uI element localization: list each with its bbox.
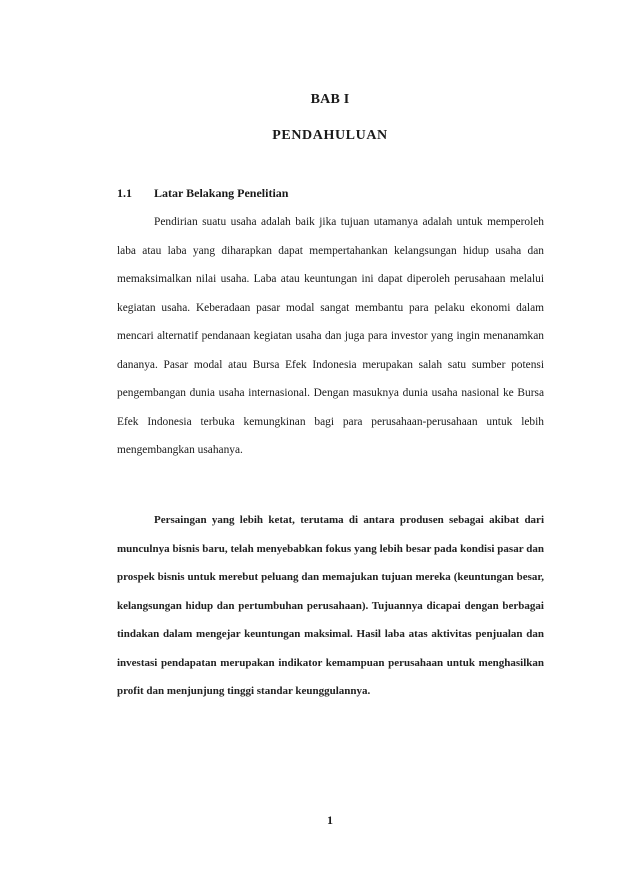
paragraph-1: Pendirian suatu usaha adalah baik jika tujuan utamanya adalah untuk memperoleh laba atau laba yang diharapkan dapat mempertahankan kelangsungan hidup usaha dan memaksimalkan nilai usaha. Laba atau keuntungan ini dapat diperoleh perusahaan melalui kegiatan usaha. Keberadaan pasar modal sangat membantu para pelaku ekonomi dalam mencari alternatif pendanaan kegiatan usaha dan juga para investor yang ingin menanamkan dananya. Pasar modal atau Bursa Efek Indonesia merupakan salah satu sumber potensi pengembangan dunia usaha internasional. Dengan masuknya dunia usaha nasional ke Bursa Efek Indonesia terbuka kemungkinan bagi para perusahaan-perusahaan untuk lebih mengembangkan usahanya. [117,216,544,456]
section-number: 1.1 [117,186,132,200]
section-heading [117,186,288,201]
chapter-title: PENDAHULUAN [272,128,388,143]
page-number: 1 [327,813,333,827]
section-title: Latar Belakang Penelitian [154,186,289,200]
chapter-number: BAB I [310,92,350,107]
paragraph-2: Persaingan yang lebih ketat, terutama di antara produsen sebagai akibat dari munculnya bisnis baru, telah menyebabkan fokus yang lebih besar pada kondisi pasar dan prospek bisnis untuk merebut peluang dan memajukan tujuan mereka (keuntungan besar, kelangsungan hidup dan pertumbuhan perusahaan). Tujuannya dicapai dengan berbagai tindakan dalam mengejar keuntungan maksimal. Hasil laba atas aktivitas penjualan dan investasi pendapatan merupakan indikator kemampuan perusahaan untuk menghasilkan profit dan menjunjung tinggi standar keunggulannya. [117,514,544,697]
